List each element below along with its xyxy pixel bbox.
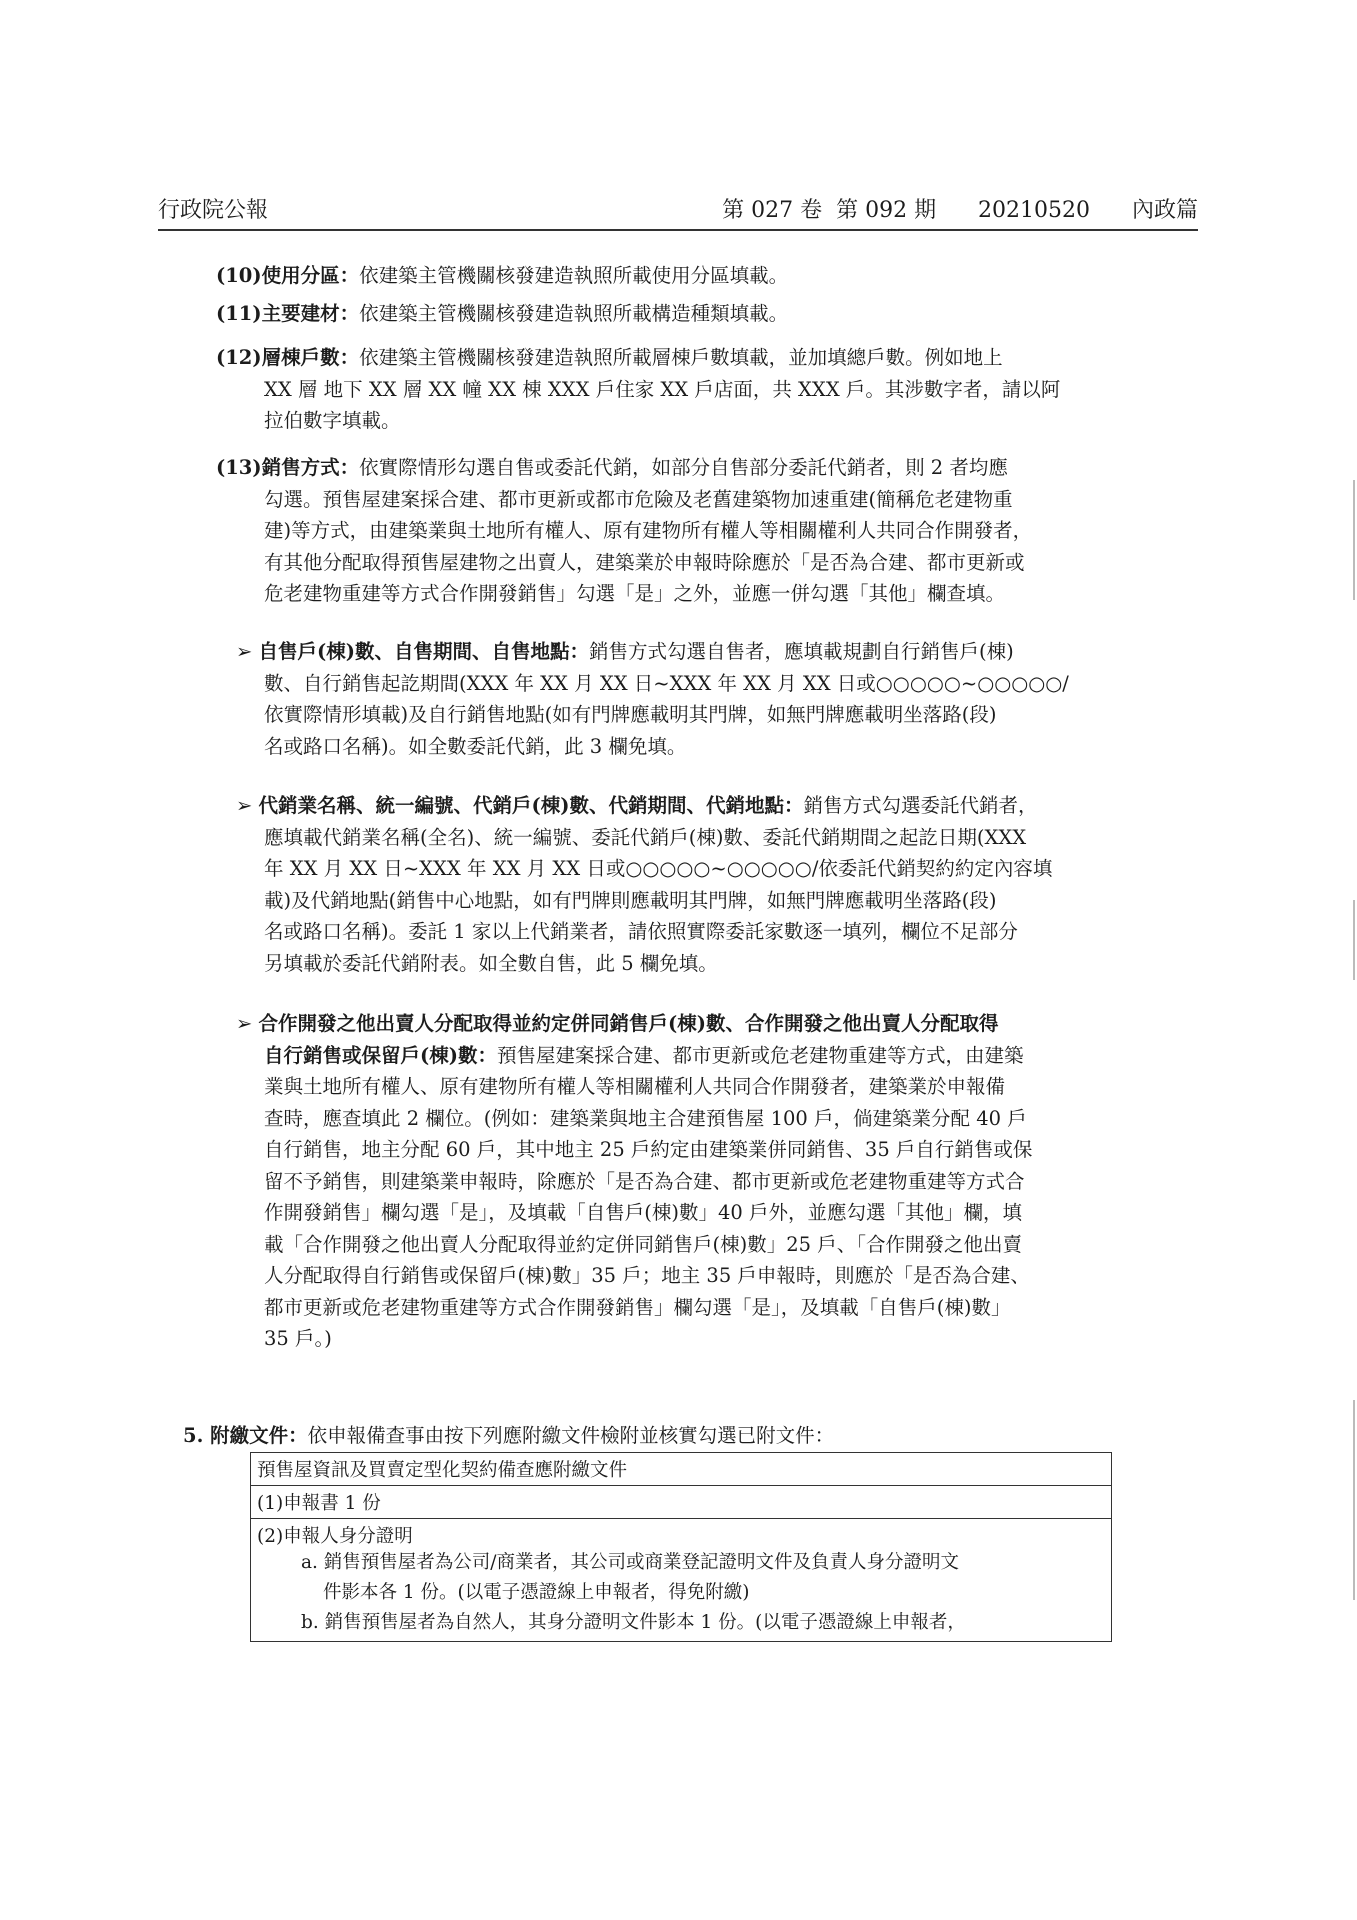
section-5-label: 5. 附繳文件： [183, 1424, 308, 1447]
bullet-self-sale [236, 636, 1069, 762]
attachment-subitem-line: 件影本各 1 份。(以電子憑證線上申報者，得免附繳) [323, 1582, 750, 1603]
bullet-line: 人分配取得自行銷售或保留戶(棟)數」35 戶；地主 35 戶申報時，則應於「是否為合建、 [264, 1264, 1030, 1287]
attachments-table [250, 1452, 1112, 1642]
bullet-line: 載)及代銷地點(銷售中心地點，如有門牌則應載明其門牌，如無門牌應載明坐落路(段) [264, 888, 997, 912]
attachments-table-title: 預售屋資訊及買賣定型化契約備查應附繳文件 [251, 1453, 1111, 1486]
bullet-line: 年 XX 月 XX 日~XXX 年 XX 月 XX 日或○○○○○~○○○○○/依委託代銷契約約定內容填 [264, 857, 1053, 880]
item-12 [216, 342, 1060, 437]
attachment-item-identity [251, 1519, 1111, 1642]
item-11 [216, 298, 788, 330]
section-5 [183, 1420, 834, 1448]
item-13-line: 勾選。預售屋建案採合建、都市更新或都市危險及老舊建築物加速重建(簡稱危老建物重 [264, 487, 1013, 511]
bullet-line: 名或路口名稱)。如全數委託代銷，此 3 欄免填。 [264, 734, 687, 758]
item-11-label: (11)主要建材： [216, 302, 360, 325]
bullet-line: 都市更新或危老建物重建等方式合作開發銷售」欄勾選「是」，及填載「自售戶(棟)數」 [264, 1295, 1011, 1319]
scan-edge [1349, 0, 1357, 1920]
section-5-text: 依申報備查事由按下列應附繳文件檢附並核實勾選已附文件： [307, 1424, 835, 1447]
item-13-line: 依實際情形勾選自售或委託代銷，如部分自售部分委託代銷者，則 2 者均應 [359, 456, 1008, 479]
bullet-agency-sale-label: 代銷業名稱、統一編號、代銷戶(棟)數、代銷期間、代銷地點： [258, 794, 804, 817]
bullet-joint-label: 自行銷售或保留戶(棟)數： [264, 1043, 497, 1067]
item-13-line: 有其他分配取得預售屋建物之出賣人，建築業於申報時除應於「是否為合建、都市更新或 [264, 550, 1025, 574]
item-13-line: 建)等方式，由建築業與土地所有權人、原有建物所有權人等相關權利人共同合作開發者， [264, 519, 1033, 542]
bullet-line: 自行銷售，地主分配 60 戶，其中地主 25 戶約定由建築業併同銷售、35 戶自行銷售或保 [264, 1138, 1033, 1161]
bullet-line: 另填載於委託代銷附表。如全數自售，此 5 欄免填。 [264, 951, 718, 975]
bullet-line: 預售屋建案採合建、都市更新或危老建物重建等方式，由建築 [496, 1043, 1024, 1067]
bullet-line: 業與土地所有權人、原有建物所有權人等相關權利人共同合作開發者，建築業於申報備 [264, 1075, 1006, 1098]
item-12-line: 依建築主管機關核發建造執照所載層棟戶數填載，並加填總戶數。例如地上 [359, 346, 1003, 369]
issue-info: 第 027 卷 第 092 期 20210520 內政篇 [722, 198, 1198, 223]
page-header [158, 193, 1198, 231]
bullet-marker: ➢ [236, 1012, 253, 1035]
attachment-subitem-line: a. 銷售預售屋者為公司/商業者，其公司或商業登記證明文件及負責人身分證明文 [301, 1552, 960, 1573]
bullet-line: 應填載代銷業名稱(全名)、統一編號、委託代銷戶(棟)數、委託代銷期間之起訖日期(XXX [264, 825, 1027, 849]
bullet-line: 名或路口名稱)。委託 1 家以上代銷業者，請依照實際委託家數逐一填列，欄位不足部分 [264, 920, 1018, 943]
item-12-line: XX 層 地下 XX 層 XX 幢 XX 棟 XXX 戶住家 XX 戶店面，共 XXX 戶。其涉數字者，請以阿 [264, 377, 1061, 401]
item-13-label: (13)銷售方式： [216, 456, 360, 479]
bullet-line: 銷售方式勾選委託代銷者， [803, 794, 1038, 817]
bullet-line: 留不予銷售，則建築業申報時，除應於「是否為合建、都市更新或危老建物重建等方式合 [264, 1169, 1025, 1193]
attachment-subitem-line: b. 銷售預售屋者為自然人，其身分證明文件影本 1 份。(以電子憑證線上申報者， [301, 1612, 966, 1633]
bullet-line: 載「合作開發之他出賣人分配取得並約定併同銷售戶(棟)數」25 戶、「合作開發之他出賣 [264, 1232, 1022, 1256]
bullet-line: 35 戶。) [264, 1327, 332, 1350]
bullet-self-sale-label: 自售戶(棟)數、自售期間、自售地點： [258, 640, 589, 663]
item-11-text: 依建築主管機關核發建造執照所載構造種類填載。 [359, 302, 789, 325]
bullet-joint-development [236, 1008, 1032, 1355]
bullet-line: 作開發銷售」欄勾選「是」，及填載「自售戶(棟)數」40 戶外，並應勾選「其他」欄，填 [264, 1201, 1022, 1224]
item-13-line: 危老建物重建等方式合作開發銷售」勾選「是」之外，並應一併勾選「其他」欄查填。 [264, 582, 1006, 605]
bullet-marker: ➢ [236, 640, 253, 663]
bullet-line: 依實際情形填載)及自行銷售地點(如有門牌應載明其門牌，如無門牌應載明坐落路(段) [264, 703, 997, 726]
bullet-line: 數、自行銷售起訖期間(XXX 年 XX 月 XX 日~XXX 年 XX 月 XX 日或○○○○○~○○○○○/ [264, 671, 1069, 695]
attachment-item: (1)申報書 1 份 [251, 1486, 1111, 1519]
item-12-label: (12)層棟戶數： [216, 346, 360, 369]
item-10-label: (10)使用分區： [216, 264, 360, 287]
bullet-agency-sale [236, 790, 1052, 979]
item-13 [216, 452, 1032, 610]
bullet-marker: ➢ [236, 794, 253, 817]
publication-name: 行政院公報 [158, 198, 269, 223]
attachment-subitem [257, 1548, 1105, 1638]
attachment-item: (2)申報人身分證明 [257, 1526, 413, 1547]
item-10 [216, 260, 788, 292]
item-12-line: 拉伯數字填載。 [264, 409, 401, 432]
item-10-text: 依建築主管機關核發建造執照所載使用分區填載。 [359, 264, 789, 287]
bullet-line: 查時，應查填此 2 欄位。(例如：建築業與地主合建預售屋 100 戶，倘建築業分配 40 戶 [264, 1106, 1027, 1130]
bullet-joint-label: 合作開發之他出賣人分配取得並約定併同銷售戶(棟)數、合作開發之他出賣人分配取得 [258, 1012, 999, 1035]
bullet-line: 銷售方式勾選自售者，應填載規劃自行銷售戶(棟) [589, 640, 1014, 663]
